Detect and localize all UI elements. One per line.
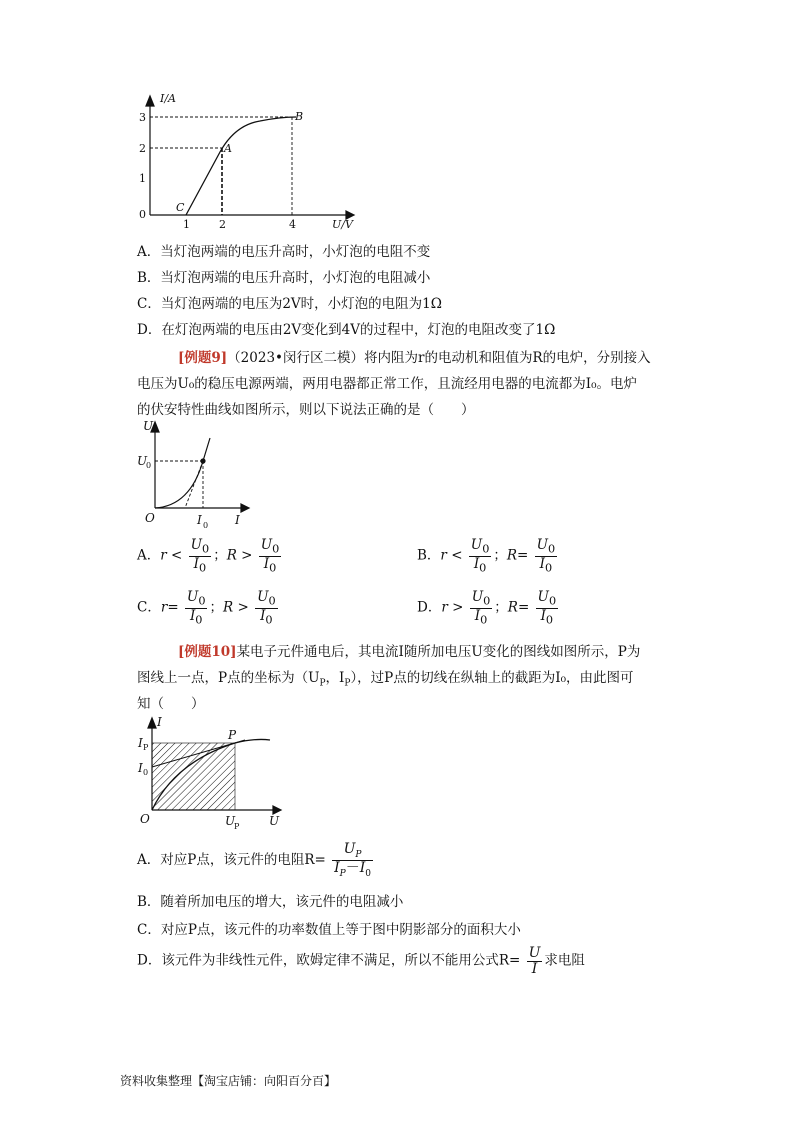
q9-option-b: B．r < $\frac{U_0}{I_0}$ ；R= $\frac{U_0}{I_0}$	[417, 537, 556, 575]
q9-tag: [例题9]	[178, 350, 228, 366]
y-axis-label: I/A	[160, 92, 176, 105]
i0-subscript: 0	[143, 768, 149, 777]
q10-line1-text: 某电子元件通电后，其电流I随所加电压U变化的图线如图所示，P为	[236, 644, 641, 660]
q9-stem-line3: 的伏安特性曲线如图所示，则以下说法正确的是（ ）	[137, 402, 475, 418]
q10-option-d: D．该元件为非线性元件，欧姆定律不满足，所以不能用公式R= $\frac{U}{I}$ 求电阻	[137, 945, 585, 977]
x-axis-arrow	[241, 504, 249, 512]
x-axis-label: U/V	[332, 218, 353, 230]
q10-stem-line2: 图线上一点，P点的坐标为（$U_P$，$I_P$），过P点的切线在纵轴上的截距为I₀，由此图可	[137, 670, 634, 689]
point-c-label: C	[176, 201, 185, 214]
y-tick-1: 1	[139, 172, 146, 185]
point-b-label: B	[295, 110, 304, 123]
x-axis-label: I	[235, 513, 240, 527]
up-subscript: P	[234, 822, 240, 831]
q9-line1-text: （2023•闵行区二模）将内阻为r的电动机和阻值为R的电炉，分别接入	[227, 350, 651, 366]
q8-option-a: A．当灯泡两端的电压升高时，小灯泡的电阻不变	[137, 244, 431, 260]
graph-i-u-bulb	[120, 90, 370, 230]
operating-point	[200, 458, 205, 463]
q9-option-a: A．r < $\frac{U_0}{I_0}$ ；R > $\frac{U_0}{I_0}$	[137, 537, 280, 575]
footer-text: 资料收集整理【淘宝店铺：向阳百分百】	[120, 1074, 337, 1088]
x-tick-1: 1	[183, 218, 190, 230]
q9-stem-line2: 电压为U₀的稳压电源两端，两用电器都正常工作，且流经用电器的电流都为I₀。电炉	[137, 376, 638, 392]
x-axis-arrow	[273, 806, 281, 814]
x-tick-4: 4	[289, 218, 296, 230]
ip-subscript: P	[143, 743, 149, 752]
y-axis-label: I	[157, 715, 162, 729]
point-a-label: A	[224, 142, 232, 155]
q9-option-d: D．r > $\frac{U_0}{I_0}$ ；R= $\frac{U_0}{I_0}$	[417, 589, 557, 627]
y-axis-arrow	[148, 718, 156, 728]
i0-subscript: 0	[203, 521, 209, 530]
y-axis-arrow	[146, 96, 154, 106]
q10-stem-line1	[178, 640, 640, 660]
x-tick-2: 2	[219, 218, 226, 230]
graph-i-u-element	[135, 712, 295, 834]
origin-label: O	[145, 511, 155, 525]
q10-option-c: C．对应P点，该元件的功率数值上等于图中阴影部分的面积大小	[137, 922, 521, 938]
furnace-curve	[155, 438, 210, 508]
y-tick-0: 0	[139, 208, 146, 221]
shaded-area	[152, 743, 235, 810]
graph-u-i-furnace	[135, 416, 265, 534]
up-label: U	[225, 814, 236, 828]
ip-label: I	[138, 736, 143, 750]
y-tick-3: 3	[139, 111, 146, 124]
q10-tag: [例题10]	[178, 644, 237, 660]
y-tick-2: 2	[139, 142, 146, 155]
u0-subscript: 0	[146, 461, 152, 470]
x-axis-label: U	[269, 814, 280, 828]
dashed-guides	[150, 117, 292, 215]
i0-label: I	[138, 761, 143, 775]
q8-option-c: C．当灯泡两端的电压为2V时，小灯泡的电阻为1Ω	[137, 296, 442, 312]
bulb-curve	[186, 117, 296, 215]
u0-label: U	[137, 454, 148, 468]
point-p-label: P	[228, 728, 237, 742]
q10-stem-line3: 知（ ）	[137, 696, 205, 712]
y-axis-label: U	[143, 419, 154, 433]
q9-option-c: C．r= $\frac{U_0}{I_0}$ ；R > $\frac{U_0}{I_0}$	[137, 589, 276, 627]
q9-stem-line1	[178, 346, 651, 366]
q8-option-d: D．在灯泡两端的电压由2V变化到4V的过程中，灯泡的电阻改变了1Ω	[137, 322, 556, 338]
q8-option-b: B．当灯泡两端的电压升高时，小灯泡的电阻减小	[137, 270, 431, 286]
q10-option-b: B．随着所加电压的增大，该元件的电阻减小	[137, 894, 404, 910]
origin-label: O	[140, 812, 150, 826]
dashed-guides	[155, 461, 203, 508]
q10-option-a: A．对应P点，该元件的电阻R= $\frac{U_P}{I_P-I_0}$	[137, 841, 371, 880]
i0-label: I	[197, 513, 202, 527]
